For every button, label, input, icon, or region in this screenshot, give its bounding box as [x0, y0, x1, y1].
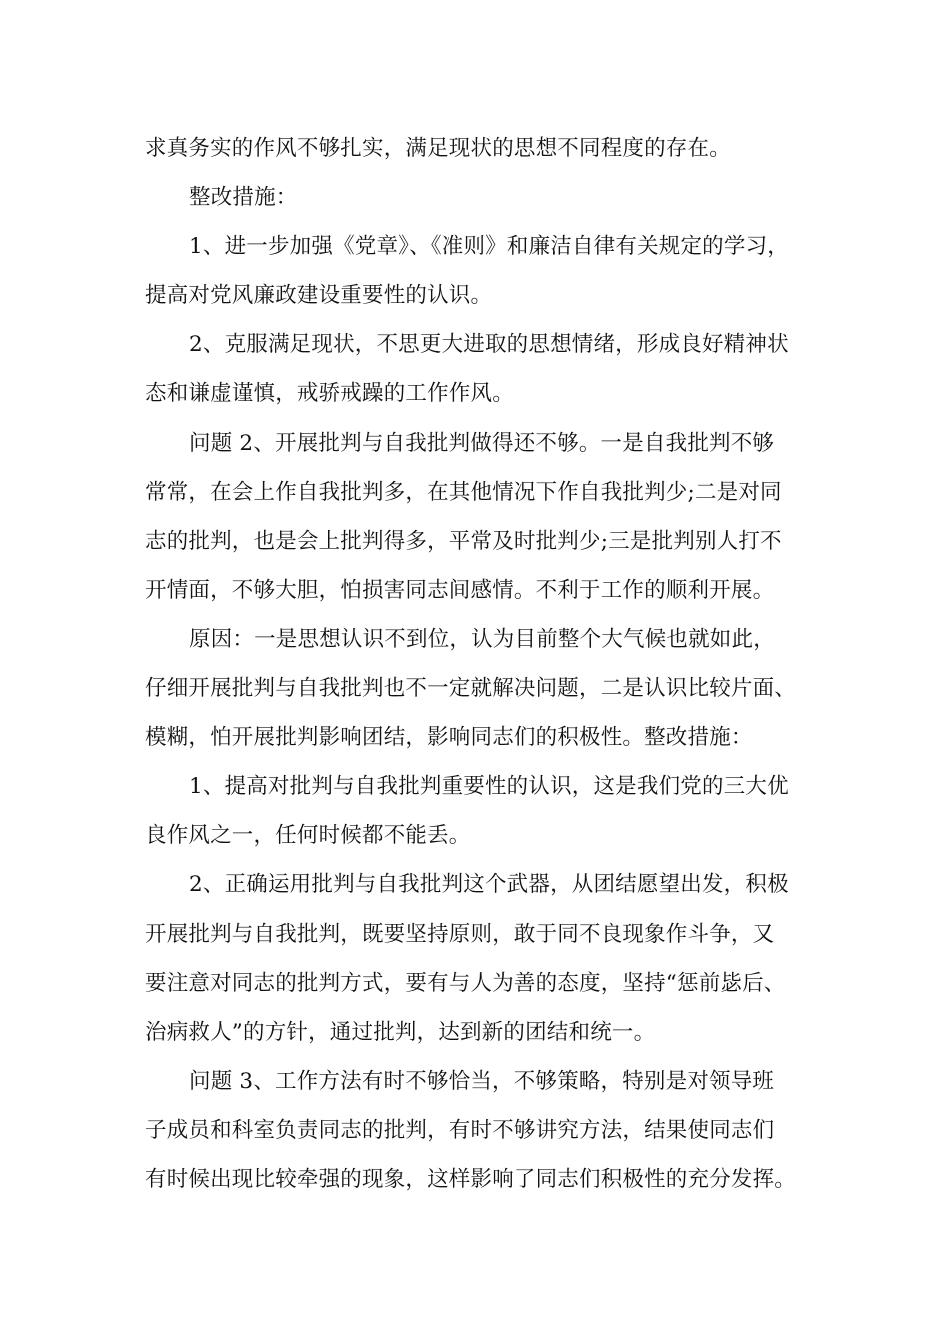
text-line: 治病救人”的方针，通过批判，达到新的团结和统一。	[145, 1019, 656, 1045]
text-line: 常常，在会上作自我批判多，在其他情况下作自我批判少;二是对同	[145, 479, 782, 505]
text-line: 开展批判与自我批判，既要坚持原则，敢于同不良现象作斗争，又	[145, 921, 775, 947]
text-line: 1、进一步加强《党章》、《准则》和廉洁自律有关规定的学习，	[189, 234, 789, 260]
text-line: 态和谦虚谨慎，戒骄戒躁的工作作风。	[145, 381, 514, 407]
text-line: 模糊，怕开展批判影响团结，影响同志们的积极性。整改措施：	[145, 725, 753, 751]
text-line: 要注意对同志的批判方式，要有与人为善的态度，坚持“惩前毖后、	[145, 970, 786, 996]
document-body	[145, 131, 835, 1211]
text-line: 良作风之一，任何时候都不能丢。	[145, 823, 471, 849]
text-line: 原因：一是思想认识不到位，认为目前整个大气候也就如此，	[189, 626, 775, 652]
text-line: 2、克服满足现状，不思更大进取的思想情绪，形成良好精神状	[189, 332, 789, 358]
section-heading: 整改措施：	[189, 185, 298, 211]
text-line: 志的批判，也是会上批判得多，平常及时批判少;三是批判别人打不	[145, 528, 782, 554]
text-line: 提高对党风廉政建设重要性的认识。	[145, 283, 493, 309]
text-line: 2、正确运用批判与自我批判这个武器，从团结愿望出发，积极	[189, 872, 789, 898]
text-line: 问题 2、开展批判与自我批判做得还不够。一是自我批判不够	[189, 430, 775, 456]
text-line: 仔细开展批判与自我批判也不一定就解决问题，二是认识比较片面、	[145, 676, 797, 702]
text-line: 求真务实的作风不够扎实，满足现状的思想不同程度的存在。	[145, 136, 731, 161]
text-line: 问题 3、工作方法有时不够恰当，不够策略，特别是对领导班	[189, 1068, 775, 1094]
text-line: 有时候出现比较牵强的现象，这样影响了同志们积极性的充分发挥。	[145, 1166, 797, 1192]
text-line: 1、提高对批判与自我批判重要性的认识，这是我们党的三大优	[189, 774, 789, 800]
text-line: 子成员和科室负责同志的批判，有时不够讲究方法，结果使同志们	[145, 1117, 775, 1143]
text-line: 开情面，不够大胆，怕损害同志间感情。不利于工作的顺利开展。	[145, 577, 775, 603]
